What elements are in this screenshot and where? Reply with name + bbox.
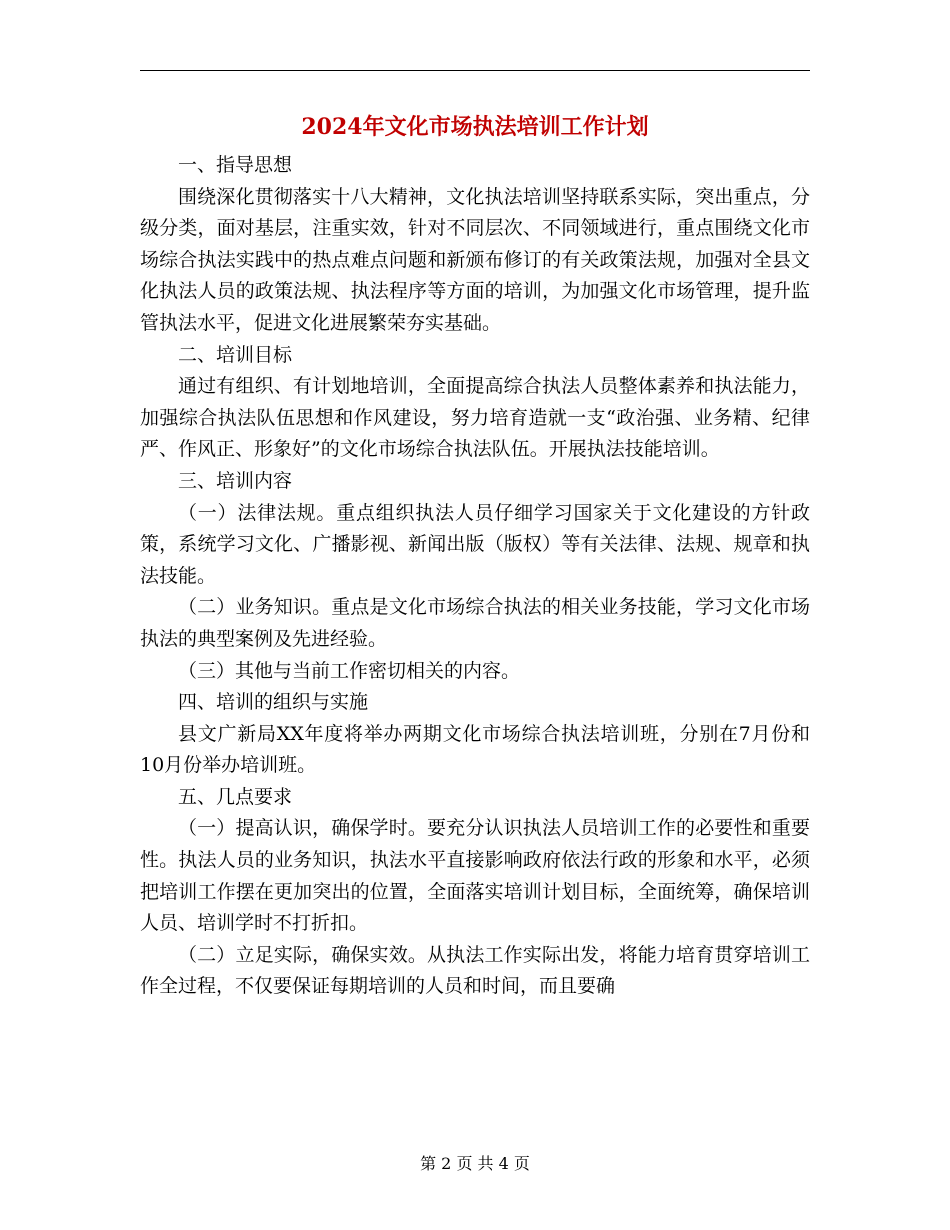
heading-training-goals: 二、培训目标	[178, 343, 293, 366]
paragraph: 通过有组织、有计划地培训，全面提高综合执法人员整体素养和执法能力，加强综合执法队伍思想和作风建设，努力培育造就一支“政治强、业务精、纪律严、作风正、形象好”的文化市场综合执法队伍。开展执法技能培训。	[140, 375, 810, 461]
heading-requirements: 五、几点要求	[178, 785, 293, 808]
paragraph: 围绕深化贯彻落实十八大精神，文化执法培训坚持联系实际，突出重点，分级分类，面对基层，注重实效，针对不同层次、不同领域进行，重点围绕文化市场综合执法实践中的热点难点问题和新颁布修订的有关政策法规，加强对全县文化执法人员的政策法规、执法程序等方面的培训，为加强文化市场管理，提升监管执法水平，促进文化进展繁荣夯实基础。	[140, 185, 810, 334]
paragraph: （二）业务知识。重点是文化市场综合执法的相关业务技能，学习文化市场执法的典型案例及先进经验。	[140, 596, 810, 650]
paragraph: 县文广新局XX年度将举办两期文化市场综合执法培训班，分别在7月份和10月份举办培训班。	[140, 722, 810, 777]
document-title: 2024年文化市场执法培训工作计划	[301, 114, 649, 140]
paragraph: （一）法律法规。重点组织执法人员仔细学习国家关于文化建设的方针政策，系统学习文化、广播影视、新闻出版（版权）等有关法律、法规、规章和执法技能。	[140, 501, 810, 587]
header-rule	[140, 70, 810, 71]
heading-organization: 四、培训的组织与实施	[178, 691, 369, 714]
heading-guiding-ideology: 一、指导思想	[178, 154, 293, 176]
page-number: 第 2 页 共 4 页	[420, 1154, 530, 1173]
paragraph: （一）提高认识，确保学时。要充分认识执法人员培训工作的必要性和重要性。执法人员的业务知识，执法水平直接影响政府依法行政的形象和水平，必须把培训工作摆在更加突出的位置，全面落实培训计划目标，全面统筹，确保培训人员、培训学时不打折扣。	[140, 817, 810, 935]
document-body	[140, 150, 810, 1003]
paragraph: （二）立足实际，确保实效。从执法工作实际出发，将能力培育贯穿培训工作全过程，不仅要保证每期培训的人员和时间，而且要确	[140, 943, 810, 998]
heading-training-content: 三、培训内容	[178, 469, 293, 492]
paragraph: （三）其他与当前工作密切相关的内容。	[178, 659, 521, 682]
